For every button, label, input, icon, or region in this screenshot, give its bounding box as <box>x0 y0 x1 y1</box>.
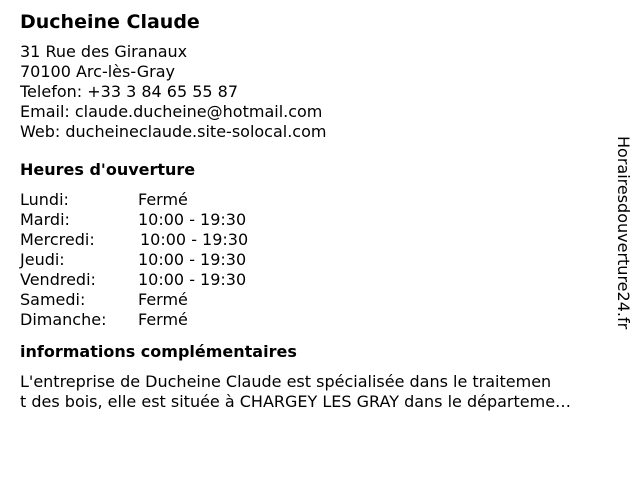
day-hours: 10:00 - 19:30 <box>138 250 247 269</box>
day-label: Lundi: <box>20 190 69 209</box>
day-hours: 10:00 - 19:30 <box>138 270 247 289</box>
day-hours: Fermé <box>138 310 188 329</box>
day-label: Samedi: <box>20 290 86 309</box>
info-title: informations complémentaires <box>20 342 297 361</box>
site-watermark: Horairesdouverture24.fr <box>614 136 633 330</box>
business-card <box>20 10 610 412</box>
web-line: Web: ducheineclaude.site-solocal.com <box>20 122 327 141</box>
email-line: Email: claude.ducheine@hotmail.com <box>20 102 323 121</box>
phone-line: Telefon: +33 3 84 65 55 87 <box>20 82 239 101</box>
day-label: Jeudi: <box>20 250 65 269</box>
info-text-line-2: t des bois, elle est située à CHARGEY LES GRAY dans le départeme… <box>20 392 572 411</box>
info-text-line-1: L'entreprise de Ducheine Claude est spécialisée dans le traitemen <box>20 372 552 391</box>
street-address: 31 Rue des Giranaux <box>20 42 188 61</box>
city-address: 70100 Arc-lès-Gray <box>20 62 175 81</box>
hours-row-thursday <box>20 250 610 270</box>
day-label: Mardi: <box>20 210 70 229</box>
day-label: Dimanche: <box>20 310 107 329</box>
hours-title: Heures d'ouverture <box>20 160 196 179</box>
hours-row-sunday <box>20 310 610 330</box>
day-hours: 10:00 - 19:30 <box>138 210 247 229</box>
business-name: Ducheine Claude <box>20 11 200 33</box>
day-hours: Fermé <box>138 290 188 309</box>
day-label: Mercredi: <box>20 230 95 249</box>
hours-row-wednesday <box>20 230 610 250</box>
day-hours: 10:00 - 19:30 <box>140 230 249 249</box>
hours-row-saturday <box>20 290 610 310</box>
hours-row-monday <box>20 190 610 210</box>
day-hours: Fermé <box>138 190 188 209</box>
day-label: Vendredi: <box>20 270 96 289</box>
hours-row-friday <box>20 270 610 290</box>
hours-row-tuesday <box>20 210 610 230</box>
